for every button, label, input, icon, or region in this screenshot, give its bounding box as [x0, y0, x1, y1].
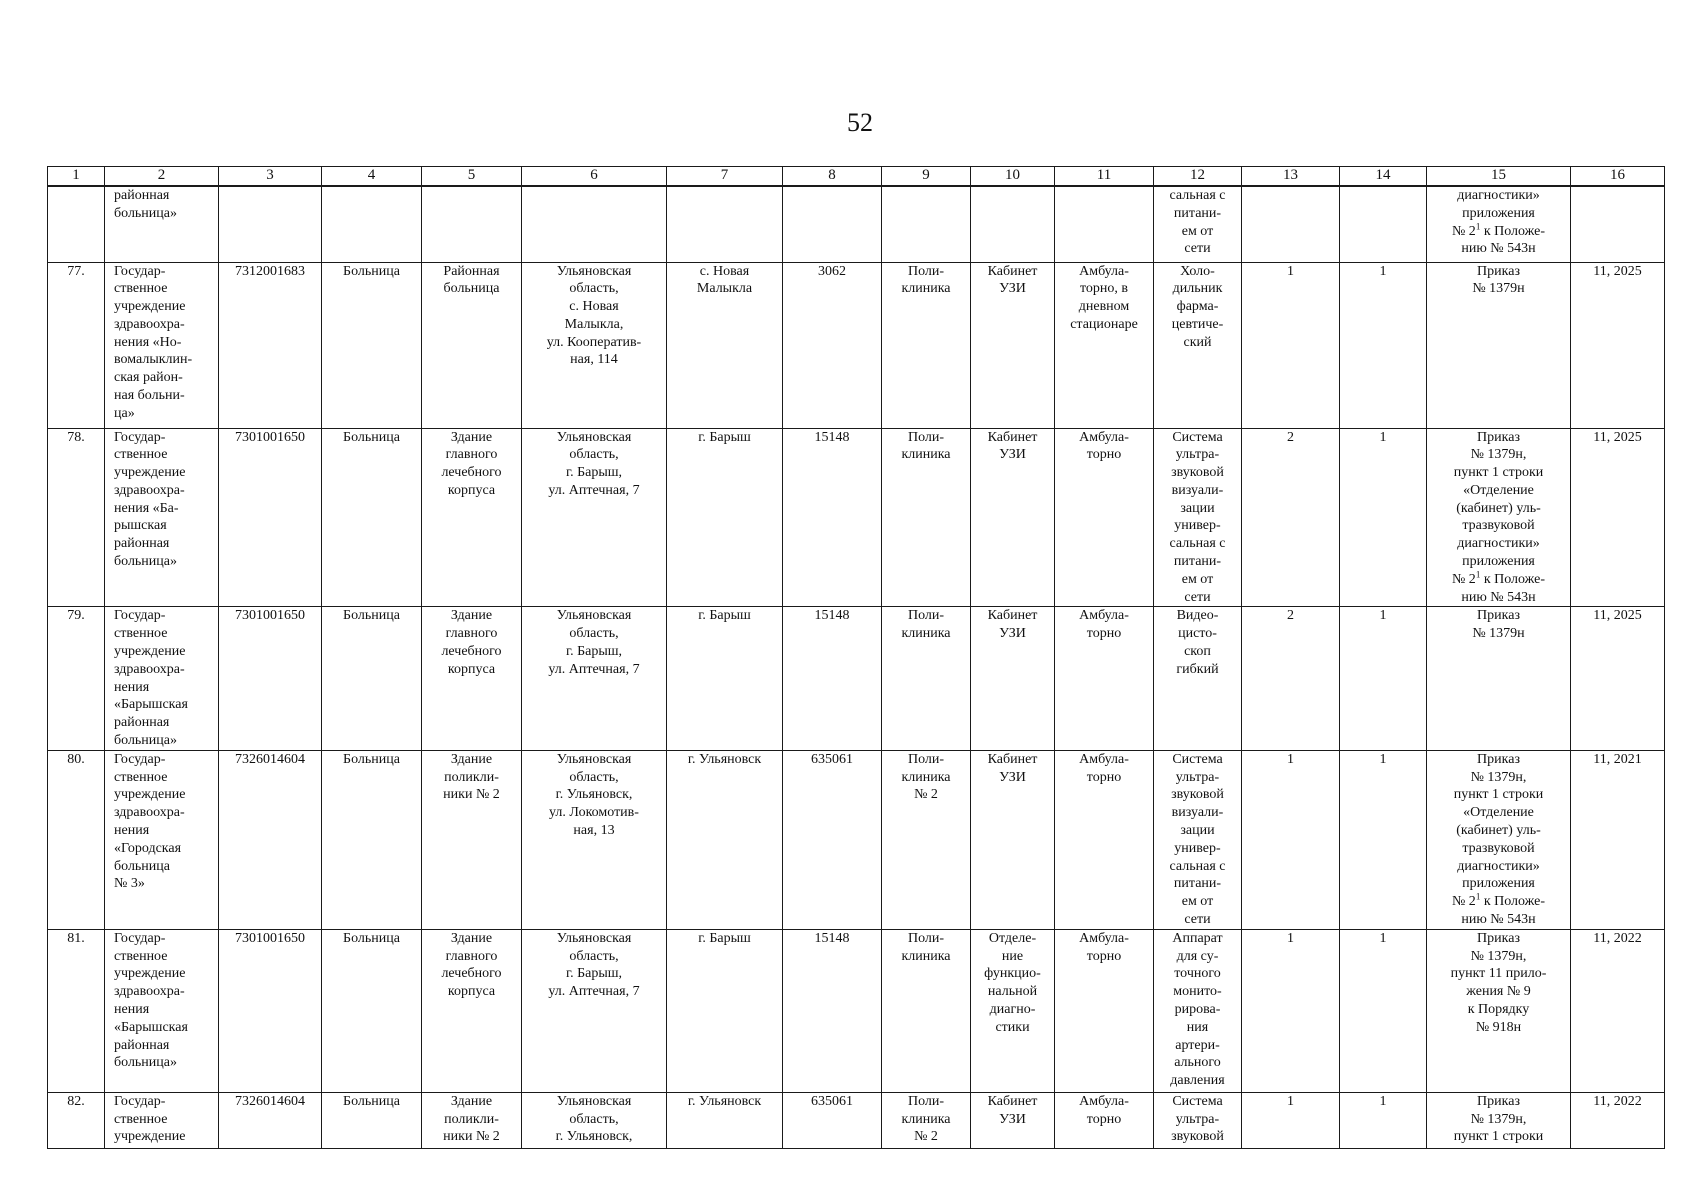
locality-cell: г. Барыш	[667, 607, 783, 750]
building-cell	[422, 186, 522, 262]
population-cell: 15148	[783, 428, 882, 607]
quantity-required-cell: 1	[1340, 607, 1427, 750]
quantity-available-cell: 1	[1242, 929, 1340, 1092]
column-header: 14	[1340, 167, 1427, 187]
equipment-cell: Система ультра- звуковой визуали- зации универ- сальная с питани- ем от сети	[1154, 750, 1242, 929]
institution-type-cell	[322, 186, 422, 262]
row-number-cell: 78.	[48, 428, 105, 607]
column-header: 6	[522, 167, 667, 187]
row-number-cell: 80.	[48, 750, 105, 929]
column-number-row	[48, 167, 1665, 187]
building-cell: Районная больница	[422, 262, 522, 428]
institution-name-cell: Государ- ственное учреждение здравоохра- нения «Барышская районная больница»	[105, 929, 219, 1092]
column-header: 11	[1055, 167, 1154, 187]
table-row	[48, 1092, 1665, 1148]
locality-cell	[667, 186, 783, 262]
building-cell: Здание главного лечебного корпуса	[422, 929, 522, 1092]
locality-cell: г. Барыш	[667, 428, 783, 607]
page-number: 52	[847, 108, 873, 137]
department-cell: Кабинет УЗИ	[971, 607, 1055, 750]
quantity-available-cell: 1	[1242, 262, 1340, 428]
institution-type-cell: Больница	[322, 428, 422, 607]
table-row	[48, 929, 1665, 1092]
legal-basis-cell: диагностики» приложения № $2^1$ к Положе- нию № 543н	[1427, 186, 1571, 262]
unit-cell: Поли- клиника	[882, 929, 971, 1092]
address-cell: Ульяновская область, г. Ульяновск,	[522, 1092, 667, 1148]
population-cell: 635061	[783, 750, 882, 929]
legal-basis-cell: Приказ № 1379н, пункт 1 строки «Отделение (кабинет) уль- тразвуковой диагностики» приложения № $2^1$ к Положе- нию № 543н	[1427, 428, 1571, 607]
institution-name-cell: Государ- ственное учреждение здравоохра- нения «Но- вомалыклин- ская район- ная больни- ца»	[105, 262, 219, 428]
building-cell: Здание главного лечебного корпуса	[422, 607, 522, 750]
locality-cell: г. Ульяновск	[667, 750, 783, 929]
equipment-cell: Система ультра- звуковой визуали- зации универ- сальная с питани- ем от сети	[1154, 428, 1242, 607]
legal-basis-cell: Приказ № 1379н, пункт 1 строки	[1427, 1092, 1571, 1148]
quantity-available-cell: 2	[1242, 607, 1340, 750]
institution-type-cell: Больница	[322, 1092, 422, 1148]
institution-name-cell: Государ- ственное учреждение здравоохра- нения «Городская больница № 3»	[105, 750, 219, 929]
address-cell: Ульяновская область, г. Барыш, ул. Аптечная, 7	[522, 428, 667, 607]
care-conditions-cell: Амбула- торно, в дневном стационаре	[1055, 262, 1154, 428]
institution-type-cell: Больница	[322, 262, 422, 428]
department-cell: Кабинет УЗИ	[971, 1092, 1055, 1148]
replacement-date-cell: 11, 2025	[1571, 607, 1665, 750]
population-cell: 15148	[783, 929, 882, 1092]
locality-cell: с. Новая Малыкла	[667, 262, 783, 428]
equipment-cell: Аппарат для су- точного монито- рирова- ния артери- ального давления	[1154, 929, 1242, 1092]
institution-name-cell: Государ- ственное учреждение здравоохра- нения «Барышская районная больница»	[105, 607, 219, 750]
replacement-date-cell: 11, 2022	[1571, 929, 1665, 1092]
inn-cell: 7326014604	[219, 750, 322, 929]
row-number-cell: 77.	[48, 262, 105, 428]
unit-cell	[882, 186, 971, 262]
row-number-cell: 79.	[48, 607, 105, 750]
care-conditions-cell: Амбула- торно	[1055, 929, 1154, 1092]
column-header: 1	[48, 167, 105, 187]
department-cell	[971, 186, 1055, 262]
unit-cell: Поли- клиника	[882, 428, 971, 607]
care-conditions-cell: Амбула- торно	[1055, 607, 1154, 750]
inn-cell: 7301001650	[219, 607, 322, 750]
inn-cell: 7326014604	[219, 1092, 322, 1148]
address-cell: Ульяновская область, г. Барыш, ул. Аптечная, 7	[522, 929, 667, 1092]
quantity-required-cell: 1	[1340, 750, 1427, 929]
legal-basis-cell: Приказ № 1379н, пункт 11 прило- жения № 9 к Порядку № 918н	[1427, 929, 1571, 1092]
replacement-date-cell	[1571, 186, 1665, 262]
inn-cell: 7312001683	[219, 262, 322, 428]
institution-type-cell: Больница	[322, 607, 422, 750]
row-number-cell	[48, 186, 105, 262]
unit-cell: Поли- клиника	[882, 607, 971, 750]
legal-basis-cell: Приказ № 1379н	[1427, 607, 1571, 750]
table-row	[48, 750, 1665, 929]
building-cell: Здание поликли- ники № 2	[422, 750, 522, 929]
department-cell: Отделе- ние функцио- нальной диагно- стики	[971, 929, 1055, 1092]
address-cell	[522, 186, 667, 262]
unit-cell: Поли- клиника № 2	[882, 1092, 971, 1148]
care-conditions-cell: Амбула- торно	[1055, 1092, 1154, 1148]
registry-table	[47, 166, 1665, 1149]
column-header: 3	[219, 167, 322, 187]
institution-name-cell: Государ- ственное учреждение	[105, 1092, 219, 1148]
unit-cell: Поли- клиника	[882, 262, 971, 428]
equipment-cell: сальная с питани- ем от сети	[1154, 186, 1242, 262]
institution-name-cell: районная больница»	[105, 186, 219, 262]
column-header: 13	[1242, 167, 1340, 187]
population-cell: 15148	[783, 607, 882, 750]
table-row	[48, 607, 1665, 750]
address-cell: Ульяновская область, г. Ульяновск, ул. Локомотив- ная, 13	[522, 750, 667, 929]
quantity-required-cell: 1	[1340, 262, 1427, 428]
column-header: 10	[971, 167, 1055, 187]
care-conditions-cell	[1055, 186, 1154, 262]
legal-basis-cell: Приказ № 1379н	[1427, 262, 1571, 428]
institution-type-cell: Больница	[322, 929, 422, 1092]
department-cell: Кабинет УЗИ	[971, 428, 1055, 607]
equipment-cell: Холо- дильник фарма- цевтиче- ский	[1154, 262, 1242, 428]
replacement-date-cell: 11, 2025	[1571, 262, 1665, 428]
department-cell: Кабинет УЗИ	[971, 750, 1055, 929]
address-cell: Ульяновская область, г. Барыш, ул. Аптечная, 7	[522, 607, 667, 750]
address-cell: Ульяновская область, с. Новая Малыкла, ул. Кооператив- ная, 114	[522, 262, 667, 428]
quantity-available-cell	[1242, 186, 1340, 262]
quantity-required-cell: 1	[1340, 1092, 1427, 1148]
quantity-required-cell: 1	[1340, 929, 1427, 1092]
table-row	[48, 186, 1665, 262]
column-header: 5	[422, 167, 522, 187]
column-header: 15	[1427, 167, 1571, 187]
locality-cell: г. Ульяновск	[667, 1092, 783, 1148]
institution-type-cell: Больница	[322, 750, 422, 929]
care-conditions-cell: Амбула- торно	[1055, 750, 1154, 929]
department-cell: Кабинет УЗИ	[971, 262, 1055, 428]
population-cell: 3062	[783, 262, 882, 428]
inn-cell	[219, 186, 322, 262]
column-header: 8	[783, 167, 882, 187]
quantity-available-cell: 2	[1242, 428, 1340, 607]
column-header: 16	[1571, 167, 1665, 187]
equipment-cell: Видео- цисто- скоп гибкий	[1154, 607, 1242, 750]
quantity-required-cell	[1340, 186, 1427, 262]
quantity-available-cell: 1	[1242, 1092, 1340, 1148]
replacement-date-cell: 11, 2022	[1571, 1092, 1665, 1148]
column-header: 12	[1154, 167, 1242, 187]
locality-cell: г. Барыш	[667, 929, 783, 1092]
inn-cell: 7301001650	[219, 929, 322, 1092]
unit-cell: Поли- клиника № 2	[882, 750, 971, 929]
column-header: 4	[322, 167, 422, 187]
table-row	[48, 428, 1665, 607]
row-number-cell: 81.	[48, 929, 105, 1092]
table-row	[48, 262, 1665, 428]
column-header: 2	[105, 167, 219, 187]
column-header: 9	[882, 167, 971, 187]
building-cell: Здание поликли- ники № 2	[422, 1092, 522, 1148]
legal-basis-cell: Приказ № 1379н, пункт 1 строки «Отделение (кабинет) уль- тразвуковой диагностики» приложения № $2^1$ к Положе- нию № 543н	[1427, 750, 1571, 929]
population-cell	[783, 186, 882, 262]
institution-name-cell: Государ- ственное учреждение здравоохра- нения «Ба- рышская районная больница»	[105, 428, 219, 607]
population-cell: 635061	[783, 1092, 882, 1148]
replacement-date-cell: 11, 2025	[1571, 428, 1665, 607]
table-body	[48, 167, 1665, 1149]
column-header: 7	[667, 167, 783, 187]
quantity-available-cell: 1	[1242, 750, 1340, 929]
care-conditions-cell: Амбула- торно	[1055, 428, 1154, 607]
replacement-date-cell: 11, 2021	[1571, 750, 1665, 929]
row-number-cell: 82.	[48, 1092, 105, 1148]
inn-cell: 7301001650	[219, 428, 322, 607]
building-cell: Здание главного лечебного корпуса	[422, 428, 522, 607]
equipment-cell: Система ультра- звуковой	[1154, 1092, 1242, 1148]
quantity-required-cell: 1	[1340, 428, 1427, 607]
